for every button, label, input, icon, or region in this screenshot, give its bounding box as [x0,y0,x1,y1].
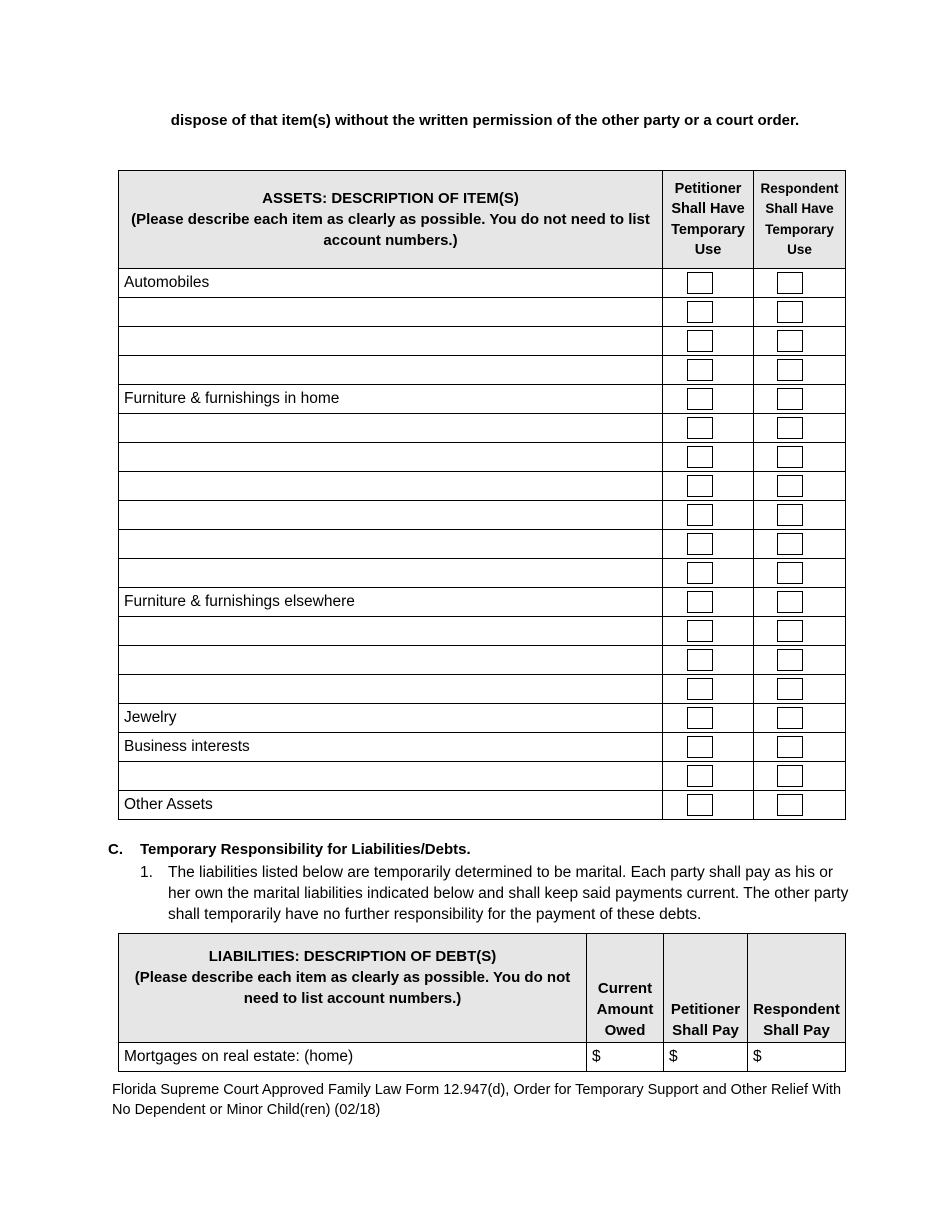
petitioner-use-cell [663,646,754,675]
respondent-use-checkbox[interactable] [777,649,803,671]
respondent-use-cell [754,675,846,704]
asset-description-cell[interactable] [119,472,663,501]
assets-header-row [119,171,846,269]
petitioner-use-cell [663,269,754,298]
respondent-use-cell [754,443,846,472]
respondent-header-line: Temporary [765,221,834,237]
respondent-use-checkbox[interactable] [777,388,803,410]
liability-current-cell[interactable]: $ [587,1043,664,1072]
respondent-use-checkbox[interactable] [777,417,803,439]
respondent-use-cell [754,472,846,501]
asset-description-cell[interactable] [119,559,663,588]
respondent-use-checkbox[interactable] [777,330,803,352]
assets-header-note: (Please describe each item as clearly as possible. You do not need to list account numbers.) [131,211,650,249]
petitioner-use-cell [663,704,754,733]
asset-description-cell[interactable]: Furniture & furnishings elsewhere [119,588,663,617]
respondent-use-cell [754,327,846,356]
petitioner-use-checkbox[interactable] [687,591,713,613]
petitioner-use-checkbox[interactable] [687,678,713,700]
respondent-use-checkbox[interactable] [777,620,803,642]
current-amount-owed-header [587,934,664,1043]
petitioner-use-cell [663,530,754,559]
petitioner-use-cell [663,414,754,443]
liability-description-cell[interactable]: Mortgages on real estate: (home) [119,1043,587,1072]
petitioner-use-checkbox[interactable] [687,388,713,410]
asset-row [119,646,846,675]
current-amount-header-line: Current [597,980,653,997]
item-number: 1. [140,864,153,881]
asset-row [119,791,846,820]
respondent-use-cell [754,269,846,298]
section-c-letter: C. [108,841,123,858]
assets-description-header [119,171,663,269]
respondent-use-checkbox[interactable] [777,446,803,468]
asset-row [119,443,846,472]
asset-row [119,733,846,762]
respondent-use-checkbox[interactable] [777,504,803,526]
asset-row [119,588,846,617]
petitioner-pay-header-line: Petitioner [670,1001,741,1018]
petitioner-use-checkbox[interactable] [687,765,713,787]
respondent-use-cell [754,646,846,675]
asset-row [119,327,846,356]
asset-row [119,559,846,588]
petitioner-header-line: Temporary [671,221,745,238]
petitioner-use-checkbox[interactable] [687,272,713,294]
respondent-header-line: Shall Have [765,201,834,216]
petitioner-use-checkbox[interactable] [687,707,713,729]
respondent-use-checkbox[interactable] [777,533,803,555]
petitioner-header-line: Petitioner [674,180,742,197]
petitioner-use-checkbox[interactable] [687,620,713,642]
liability-petitioner-cell[interactable]: $ [664,1043,748,1072]
respondent-use-cell [754,501,846,530]
liabilities-description-header [119,934,587,1043]
respondent-shall-pay-header [748,934,846,1043]
asset-row [119,356,846,385]
petitioner-use-checkbox[interactable] [687,475,713,497]
asset-row [119,414,846,443]
liabilities-table [118,933,846,1072]
respondent-use-cell [754,356,846,385]
current-amount-header-line: Amount [596,1001,654,1018]
petitioner-use-checkbox[interactable] [687,649,713,671]
petitioner-use-cell [663,385,754,414]
assets-header-title: ASSETS: DESCRIPTION OF ITEM(S) [262,190,519,207]
petitioner-use-cell [663,501,754,530]
liabilities-header-row [119,934,846,1043]
asset-description-cell[interactable] [119,501,663,530]
assets-petitioner-header [663,171,754,269]
asset-description-cell[interactable]: Business interests [119,733,663,762]
asset-row [119,269,846,298]
asset-row [119,298,846,327]
asset-description-cell[interactable] [119,327,663,356]
petitioner-use-checkbox[interactable] [687,446,713,468]
petitioner-use-checkbox[interactable] [687,533,713,555]
assets-table [118,170,846,820]
asset-row [119,530,846,559]
asset-description-cell[interactable]: Automobiles [119,269,663,298]
respondent-header-line: Respondent [760,180,839,196]
petitioner-use-cell [663,559,754,588]
asset-description-cell[interactable]: Furniture & furnishings in home [119,385,663,414]
petitioner-pay-header-line: Shall Pay [672,1022,739,1039]
assets-respondent-header [754,171,846,269]
liability-row [119,1043,846,1072]
respondent-use-cell [754,733,846,762]
intro-line: dispose of that item(s) without the written permission of the other party or a court order. [170,112,800,129]
asset-description-cell[interactable] [119,762,663,791]
respondent-header-line: Use [787,242,812,257]
respondent-use-checkbox[interactable] [777,475,803,497]
petitioner-use-cell [663,298,754,327]
petitioner-header-line: Use [694,242,722,258]
asset-row [119,762,846,791]
asset-description-cell[interactable] [119,675,663,704]
section-c-title: Temporary Responsibility for Liabilities/Debts. [140,841,471,858]
respondent-use-checkbox[interactable] [777,591,803,613]
petitioner-use-checkbox[interactable] [687,301,713,323]
asset-row [119,675,846,704]
asset-description-cell[interactable] [119,530,663,559]
current-amount-header-line: Owed [604,1022,646,1039]
liability-respondent-cell[interactable]: $ [748,1043,846,1072]
asset-description-cell[interactable]: Other Assets [119,791,663,820]
petitioner-use-checkbox[interactable] [687,562,713,584]
respondent-use-cell [754,588,846,617]
respondent-use-checkbox[interactable] [777,301,803,323]
petitioner-use-checkbox[interactable] [687,736,713,758]
item-text: The liabilities listed below are temporarily determined to be marital. Each party shall pay as his or her own the marital liabilities indicated below and shall keep said payments current. The other party shall temporarily have no further responsibility for the payment of these debts. [168,864,849,923]
asset-description-cell[interactable] [119,414,663,443]
form-footer: Florida Supreme Court Approved Family Law Form 12.947(d), Order for Temporary Support and Other Relief With No Dependent or Minor Child(ren) (02/18) [112,1082,842,1118]
asset-description-cell[interactable] [119,298,663,327]
petitioner-use-checkbox[interactable] [687,417,713,439]
petitioner-use-cell [663,733,754,762]
petitioner-use-cell [663,588,754,617]
respondent-use-checkbox[interactable] [777,359,803,381]
respondent-use-checkbox[interactable] [777,678,803,700]
petitioner-use-cell [663,675,754,704]
petitioner-use-cell [663,762,754,791]
petitioner-use-cell [663,443,754,472]
respondent-use-checkbox[interactable] [777,707,803,729]
respondent-use-cell [754,791,846,820]
asset-description-cell[interactable] [119,443,663,472]
petitioner-use-checkbox[interactable] [687,794,713,816]
petitioner-use-cell [663,327,754,356]
petitioner-use-cell [663,472,754,501]
respondent-use-cell [754,298,846,327]
respondent-use-checkbox[interactable] [777,736,803,758]
asset-row [119,501,846,530]
petitioner-shall-pay-header [664,934,748,1043]
asset-description-cell[interactable] [119,646,663,675]
respondent-use-cell [754,617,846,646]
asset-row [119,704,846,733]
asset-row [119,617,846,646]
respondent-use-cell [754,530,846,559]
respondent-use-cell [754,414,846,443]
petitioner-header-line: Shall Have [671,201,745,217]
respondent-use-checkbox[interactable] [777,562,803,584]
asset-description-cell[interactable] [119,356,663,385]
asset-row [119,472,846,501]
respondent-use-cell [754,559,846,588]
respondent-use-cell [754,762,846,791]
respondent-pay-header-line: Respondent [753,1001,840,1018]
respondent-use-cell [754,385,846,414]
respondent-pay-header-line: Shall Pay [763,1022,830,1039]
liabilities-header-note: (Please describe each item as clearly as possible. You do not need to list account numbers.) [134,969,571,1007]
respondent-use-cell [754,704,846,733]
petitioner-use-checkbox[interactable] [687,504,713,526]
petitioner-use-checkbox[interactable] [687,330,713,352]
liabilities-header-title: LIABILITIES: DESCRIPTION OF DEBT(S) [208,948,497,965]
asset-row [119,385,846,414]
asset-description-cell[interactable] [119,617,663,646]
respondent-use-checkbox[interactable] [777,765,803,787]
petitioner-use-cell [663,791,754,820]
petitioner-use-cell [663,617,754,646]
petitioner-use-checkbox[interactable] [687,359,713,381]
respondent-use-checkbox[interactable] [777,794,803,816]
petitioner-use-cell [663,356,754,385]
respondent-use-checkbox[interactable] [777,272,803,294]
asset-description-cell[interactable]: Jewelry [119,704,663,733]
